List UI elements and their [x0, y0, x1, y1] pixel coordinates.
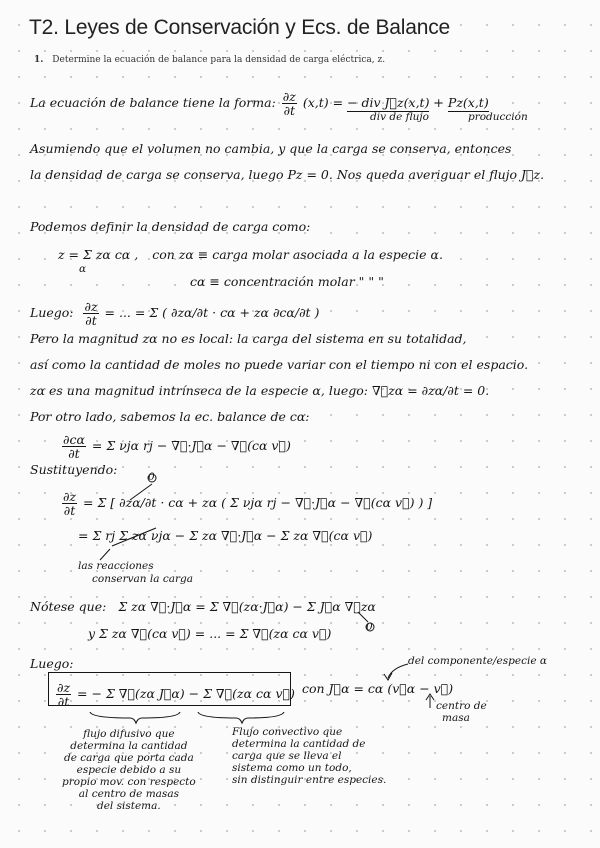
annotation-center-a: centro de: [436, 700, 487, 712]
plus-sign: +: [433, 95, 444, 111]
reactions-note-1: las reacciones: [78, 560, 154, 572]
definition-intro: Podemos definir la densidad de carga como:: [30, 219, 311, 234]
dt-den: ∂t: [85, 313, 97, 329]
locality-line-2: así como la cantidad de moles no puede variar con el tiempo ni con el espacio.: [30, 357, 529, 372]
note-label: Nótese que:: [30, 599, 107, 614]
question-text: Determine la ecuación de balance para la densidad de carga eléctrica, z.: [52, 55, 386, 65]
zero-circle-1: [148, 471, 156, 483]
luego-label: Luego:: [30, 305, 74, 321]
convective-note-line: sistema como un todo,: [232, 762, 352, 775]
identity-1: Σ zα ∇⃗·J⃗α = Σ ∇⃗(zα·J⃗α) − Σ J⃗α ∇⃗zα: [118, 599, 376, 614]
balance-lhs-den: ∂t: [283, 103, 296, 119]
page-title: T2. Leyes de Conservación y Ecs. de Balance: [29, 16, 450, 39]
dt2-den: ∂t: [68, 446, 80, 462]
cancel-stroke: [112, 528, 156, 546]
diffusive-note-line: del sistema.: [96, 800, 161, 813]
balance-lhs-num: ∂z: [282, 89, 296, 104]
flux-term: − div J⃗z(x,t): [347, 95, 430, 111]
dz-num: ∂z: [84, 299, 98, 314]
concentration-balance-rhs: = Σ νjα rj − ∇⃗·J⃗α − ∇⃗(cα v⃗): [91, 438, 291, 454]
cancel-arrow-2: [358, 612, 368, 622]
production-term: Pz(x,t): [447, 95, 489, 111]
sum-index-alpha: α: [79, 263, 87, 275]
component-arrow: [388, 664, 408, 678]
zero-circle-2: [366, 623, 374, 631]
charge-molar-def: con zα ≡ carga molar asociada a la especie α.: [152, 247, 443, 262]
dt-den-2: ∂t: [63, 503, 76, 519]
convective-note-line: Flujo convectivo que: [232, 726, 343, 738]
charge-density-eq: z = Σ zα cα ,: [58, 247, 139, 262]
zero-mark-1: 0: [148, 471, 155, 483]
diffusive-flux-def: con J⃗α = cα (v⃗α − v⃗): [302, 681, 454, 696]
substitution-rhs: = Σ [ ∂zα/∂t · cα + zα ( Σ νjα rj − ∇⃗·J⃗α − ∇⃗(cα v⃗) ) ]: [83, 495, 433, 511]
question-number: 1.: [34, 55, 44, 65]
diffusive-note-line: determina la cantidad: [70, 740, 188, 753]
dz-num-2: ∂z: [63, 489, 77, 504]
intrinsic-line: zα es una magnitud intrínseca de la especie α, luego: ∇⃗zα = ∂zα/∂t = 0.: [30, 383, 490, 398]
convective-note-line: sin distinguir entre especies.: [232, 774, 387, 787]
time-derivative-eq: = ... = Σ ( ∂zα/∂t · cα + zα ∂cα/∂t ): [104, 305, 320, 321]
luego-label-2: Luego:: [30, 656, 74, 671]
expanded-eq: = Σ rj Σ zα νjα − Σ zα ∇⃗·J⃗α − Σ zα ∇⃗(cα v⃗): [78, 528, 373, 543]
zero-mark-2: 0: [366, 621, 373, 633]
diffusive-note-line: flujo difusivo que: [83, 728, 175, 740]
dz-num-3: ∂z: [57, 680, 71, 695]
annotation-component: del componente/especie α: [408, 655, 547, 667]
molar-concentration-def: cα ≡ concentración molar " " ": [190, 274, 384, 289]
flux-label: div de flujo: [370, 111, 429, 123]
assumption-line-2: la densidad de carga se conserva, luego Pz = 0. Nos queda averiguar el flujo J⃗z.: [30, 167, 545, 182]
convective-note-line: determina la cantidad de: [232, 738, 366, 751]
concentration-balance-intro: Por otro lado, sabemos la ec. balance de cα:: [30, 409, 310, 424]
diffusive-note-line: propio mov. con respecto: [62, 776, 196, 789]
convective-brace: [198, 712, 284, 723]
diffusive-note-line: al centro de masas: [78, 788, 179, 801]
balance-form-text: La ecuación de balance tiene la forma:: [30, 95, 276, 111]
final-result-rhs: = − Σ ∇⃗(zα J⃗α) − Σ ∇⃗(zα cα v⃗): [77, 686, 295, 702]
cancel-arrow-1: [130, 484, 152, 500]
assumption-line-1: Asumiendo que el volumen no cambia, y que la carga se conserva, entonces: [30, 141, 512, 156]
annotation-center-b: masa: [442, 712, 470, 724]
production-label: producción: [468, 111, 528, 123]
dt-den-3: ∂t: [57, 694, 70, 710]
reactions-arrow: [100, 549, 110, 560]
diffusive-brace: [90, 712, 180, 723]
reactions-note-2: conservan la carga: [92, 573, 193, 585]
identity-2: y Σ zα ∇⃗(cα v⃗) = ... = Σ ∇⃗(zα cα v⃗): [88, 626, 332, 641]
substituting-label: Sustituyendo:: [30, 462, 118, 477]
diffusive-note-line: especie debido a su: [76, 764, 182, 777]
locality-line-1: Pero la magnitud zα no es local: la carga del sistema en su totalidad,: [30, 331, 467, 346]
convective-note-line: carga que se lleva el: [232, 750, 342, 763]
dc-num: ∂cα: [63, 432, 85, 447]
diffusive-note-line: de carga que porta cada: [63, 752, 194, 765]
balance-args: (x,t) =: [302, 95, 344, 111]
